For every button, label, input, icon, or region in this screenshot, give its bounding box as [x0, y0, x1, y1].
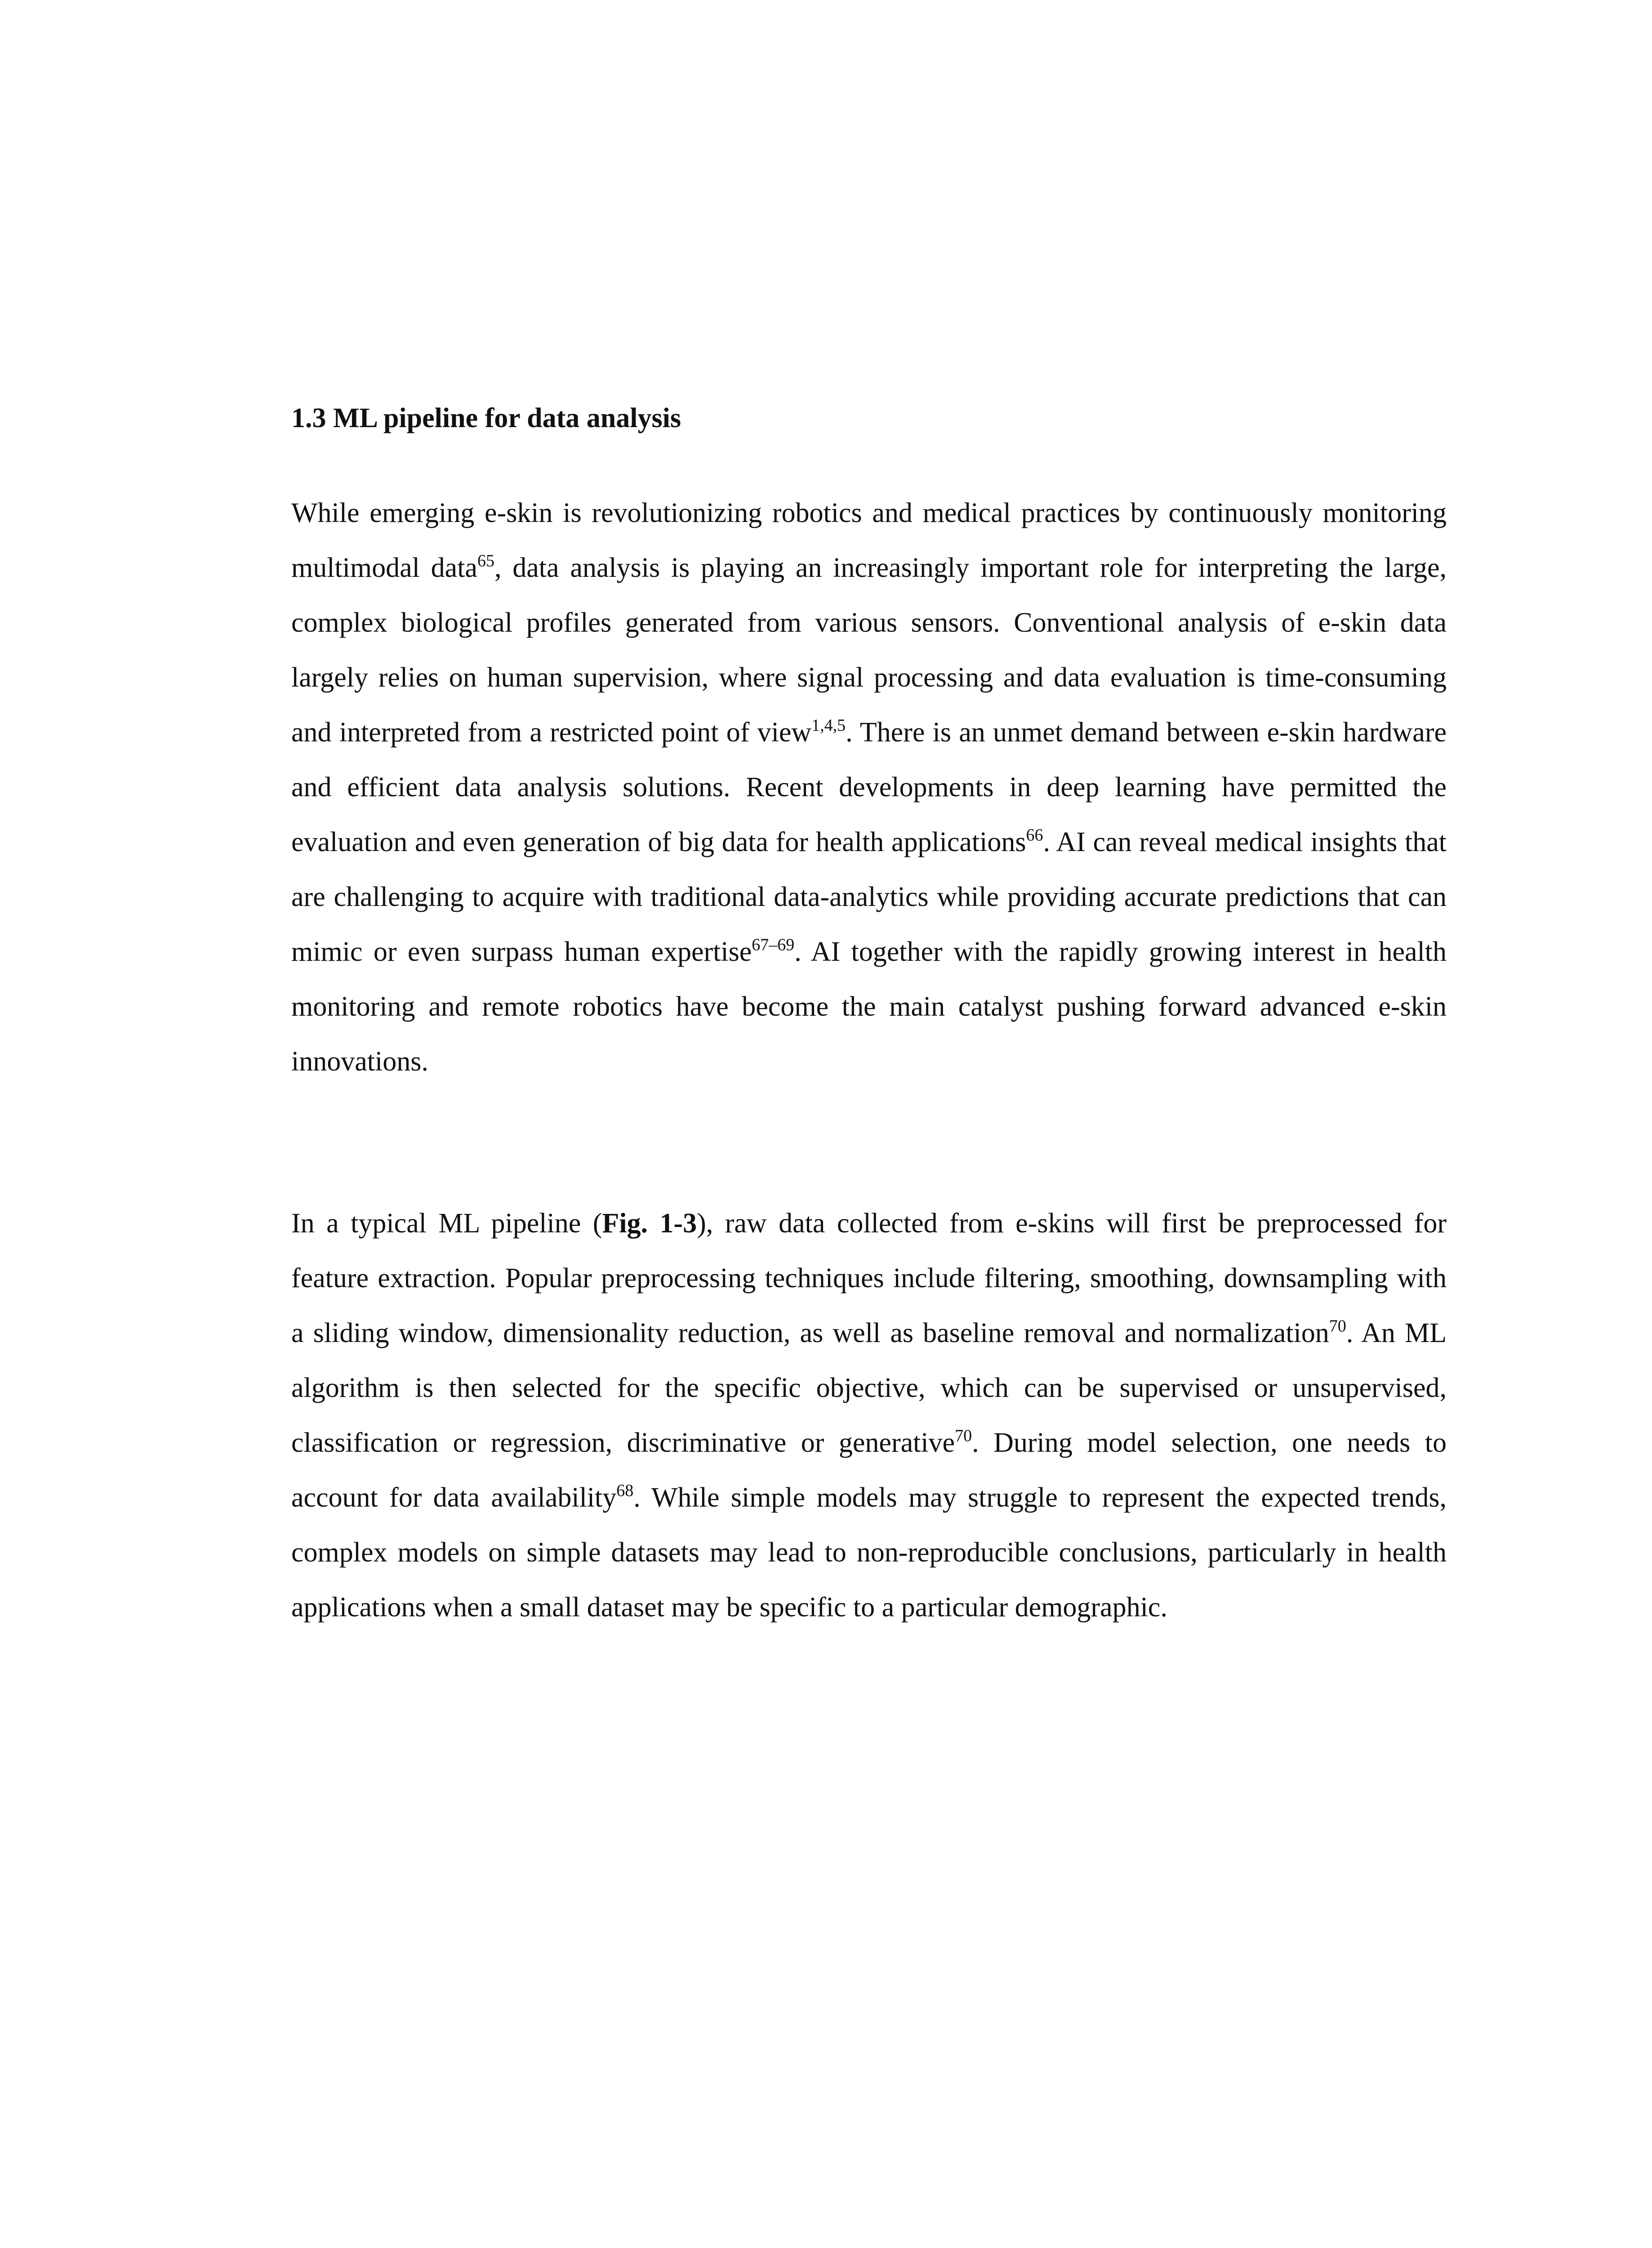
paragraph-text: . There is an unmet demand between e-skin hardware and efficient data analysis solutions. Recent developments in deep learning have permitted the evaluation and even generation of big data for health applications — [291, 717, 1447, 857]
paragraph-text: . AI can reveal medical insights that are challenging to acquire with traditional data-analytics while providing accurate predictions that can mimic or even surpass human expertise — [291, 827, 1447, 967]
citation-superscript: 70 — [1329, 1316, 1346, 1336]
paragraph-text: . AI together with the rapidly growing interest in health monitoring and remote robotics have become the main catalyst pushing forward advanced e-skin innovations. — [291, 937, 1447, 1077]
body-paragraph — [291, 486, 1447, 1089]
paragraph-text: In a typical ML pipeline ( — [291, 1208, 602, 1239]
citation-superscript: 66 — [1026, 825, 1043, 845]
paragraph-text: . During model selection, one needs to account for data availability — [291, 1427, 1447, 1513]
paragraph-text: . An ML algorithm is then selected for the specific objective, which can be supervised or unsupervised, classification or regression, discriminative or generative — [291, 1318, 1447, 1458]
citation-superscript: 70 — [955, 1426, 972, 1445]
figure-reference: Fig. 1-3 — [602, 1208, 697, 1239]
citation-superscript: 67–69 — [752, 935, 795, 955]
body-paragraph — [291, 1196, 1447, 1635]
paragraph-text: , data analysis is playing an increasingly important role for interpreting the large, complex biological profiles generated from various sensors. Conventional analysis of e-skin data largely relies on human supervision, where signal processing and data evaluation is time-consuming and interpreted from a restricted point of view — [291, 553, 1447, 748]
section-heading: 1.3 ML pipeline for data analysis — [291, 403, 681, 433]
citation-superscript: 1,4,5 — [811, 716, 846, 735]
citation-superscript: 68 — [616, 1481, 634, 1500]
paragraph-text: . While simple models may struggle to represent the expected trends, complex models on simple datasets may lead to non-reproducible conclusions, particularly in health applications when a small dataset may be specific to a particular demographic. — [291, 1482, 1447, 1623]
paragraph-text: While emerging e-skin is revolutionizing robotics and medical practices by continuously monitoring multimodal data — [291, 498, 1447, 583]
citation-superscript: 65 — [477, 551, 494, 571]
paragraph-text: ), raw data collected from e-skins will first be preprocessed for feature extraction. Popular preprocessing techniques include filtering, smoothing, downsampling with a sliding window, dimensionality reduction, as well as baseline removal and normalization — [291, 1208, 1447, 1348]
